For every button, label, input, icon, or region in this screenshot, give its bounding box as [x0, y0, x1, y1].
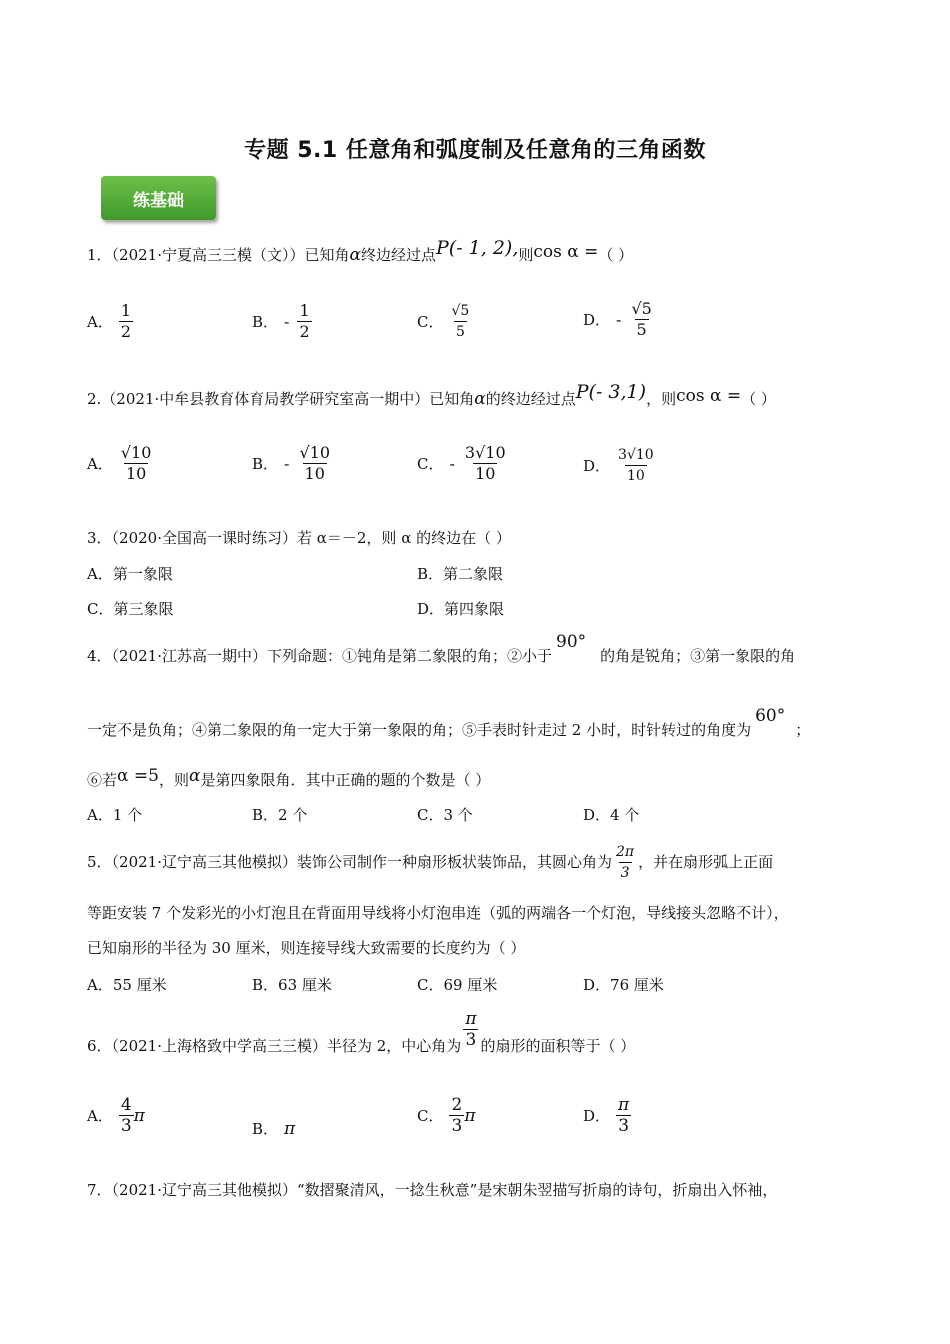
q2-option-a[interactable]: A． $\frac{√10}{10}$	[87, 443, 152, 483]
question-4-line-3: ⑥若α =5，则α是第四象限角．其中正确的题的个数是（ ）	[87, 766, 491, 789]
question-2: 2.（2021·中牟县教育体育局教学研究室高一期中）已知角α的终边经过点P(- 3,1)，则cos α =（ ）	[87, 381, 776, 409]
question-6: 6．（2021·上海格致中学高三三模）半径为 2，中心角为 $\frac{\pi}{3}$ 的扇形的面积等于（ ）	[87, 1009, 636, 1055]
q5-option-d[interactable]: D． 76 厘米	[583, 976, 664, 994]
q5-option-c[interactable]: C． 69 厘米	[417, 976, 498, 994]
question-1: 1．（2021·宁夏高三三模（文））已知角α终边经过点P(- 1, 2),则cos α =（ ）	[87, 237, 634, 265]
q3-option-b[interactable]: B． 第二象限	[417, 565, 504, 583]
q1-option-d[interactable]: D． - $\frac{√5}{5}$	[583, 299, 652, 339]
q6-option-b[interactable]: B． π	[252, 1118, 296, 1139]
question-5-line-2: 等距安装 7 个发彩光的小灯泡且在背面用导线将小灯泡串连（弧的两端各一个灯泡，导线接头忽略不计），	[87, 904, 789, 922]
page-title: 专题 5.1 任意角和弧度制及任意角的三角函数	[244, 138, 706, 163]
q4-option-b[interactable]: B． 2 个	[252, 806, 308, 824]
question-4-line-2: 一定不是负角；④第二象限的角一定大于第一象限的角；⑤手表时针走过 2 小时，时针转过的角度为60°；	[87, 706, 811, 739]
q3-option-a[interactable]: A． 第一象限	[87, 565, 173, 583]
q5-option-a[interactable]: A． 55 厘米	[87, 976, 167, 994]
q4-option-c[interactable]: C． 3 个	[417, 806, 473, 824]
q6-option-c[interactable]: C． $\frac{2}{3}$ π	[417, 1095, 476, 1136]
q6-option-a[interactable]: A． $\frac{4}{3}$ π	[87, 1095, 145, 1136]
q2-option-b[interactable]: B． - $\frac{√10}{10}$	[252, 443, 330, 483]
question-5-line-3: 已知扇形的半径为 30 厘米，则连接导线大致需要的长度约为（ ）	[87, 939, 526, 957]
question-5-line-1: 5．（2021·辽宁高三其他模拟）装饰公司制作一种扇形板状装饰品，其圆心角为 $\frac{2\pi}{3}$ ，并在扇形弧上正面	[87, 843, 774, 881]
q2-option-c[interactable]: C． - $\frac{3√10}{10}$	[417, 443, 506, 483]
question-7: 7．（2021·辽宁高三其他模拟）“数摺聚清风，一捻生秋意”是宋朝朱翌描写折扇的诗句，折扇出入怀袖，	[87, 1181, 778, 1199]
q3-option-d[interactable]: D． 第四象限	[417, 600, 505, 618]
q5-option-b[interactable]: B． 63 厘米	[252, 976, 332, 994]
question-3: 3．（2020·全国高一课时练习）若 α＝－2，则 α 的终边在（ ）	[87, 529, 511, 547]
q2-option-d[interactable]: D． $\frac{3√10}{10}$	[583, 447, 654, 484]
question-4-line-1: 4．（2021·江苏高一期中）下列命题：①钝角是第二象限的角；②小于90°的角是锐角；③第一象限的角	[87, 632, 796, 665]
q1-option-c[interactable]: C． $\frac{√5}{5}$	[417, 303, 470, 340]
q3-option-c[interactable]: C． 第三象限	[87, 600, 174, 618]
q4-option-a[interactable]: A． 1 个	[87, 806, 143, 824]
section-badge: 练基础	[101, 176, 216, 220]
q1-option-a[interactable]: A． $\frac{1}{2}$	[87, 301, 132, 341]
q4-option-d[interactable]: D． 4 个	[583, 806, 640, 824]
q1-option-b[interactable]: B． - $\frac{1}{2}$	[252, 301, 310, 341]
q6-option-d[interactable]: D． $\frac{\pi}{3}$	[583, 1095, 630, 1136]
